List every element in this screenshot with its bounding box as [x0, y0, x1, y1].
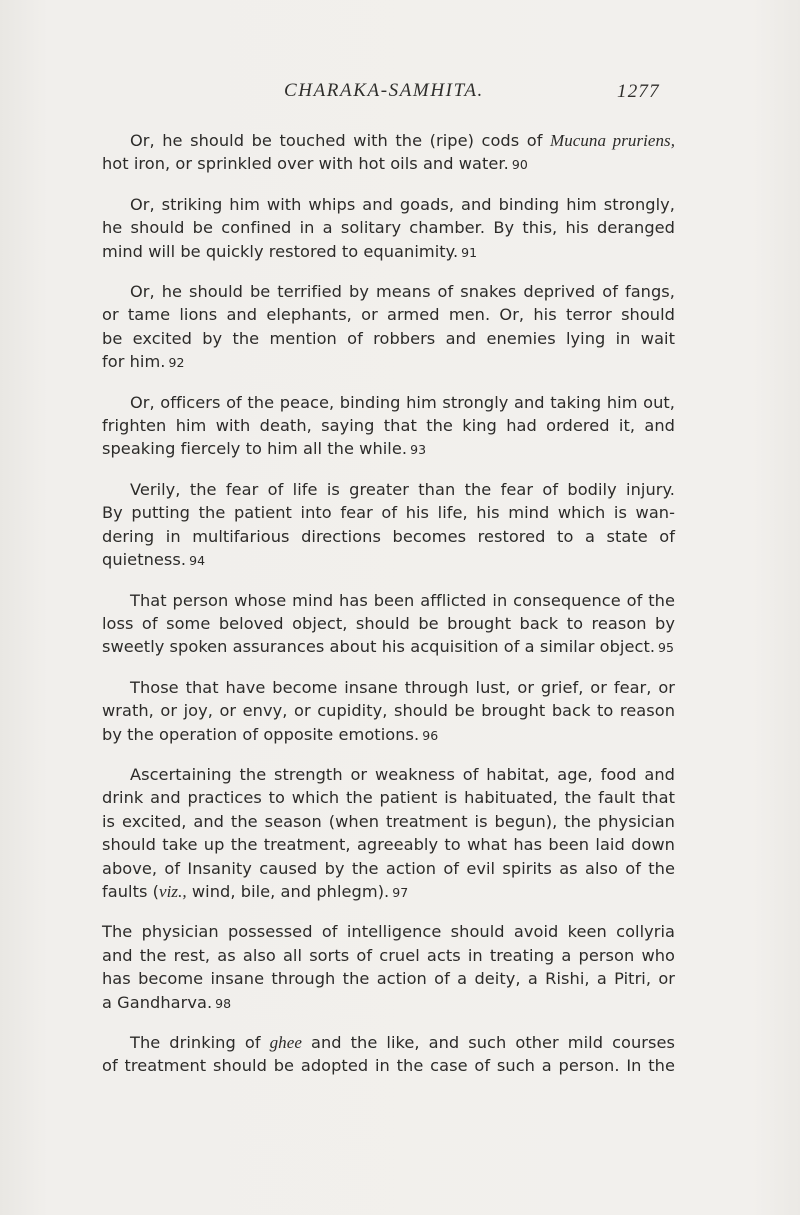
paragraph-90 — [102, 129, 675, 177]
text-line: The physician possessed of intelligence should avoid keen collyria — [102, 922, 675, 942]
text-line: Verily, the fear of life is greater than the fear of bodily injury. — [130, 479, 675, 499]
paragraph-93 — [102, 391, 675, 462]
verse-number: 94 — [189, 553, 206, 569]
text-line: sweetly spoken assurances about his acquisition of a similar object. 95 — [102, 637, 675, 657]
body-text — [102, 129, 675, 1078]
text-line: has become insane through the action of a deity, a Rishi, a Pitri, or — [102, 969, 675, 989]
paragraph-final — [102, 1031, 675, 1078]
text-line: Ascertaining the strength or weakness of habitat, age, food and — [130, 764, 675, 784]
text-line: a Gandharva. 98 — [102, 992, 232, 1012]
text-line: for him. 92 — [102, 352, 185, 372]
text-line: by the operation of opposite emotions. 96 — [102, 724, 439, 744]
italic-term: ghee — [269, 1033, 302, 1052]
paragraph-96 — [102, 676, 675, 747]
verse-number: 97 — [392, 884, 409, 900]
text-line: Or, he should be terrified by means of snakes deprived of fangs, — [130, 282, 675, 302]
text-line: The drinking of ghee and the like, and such other mild courses — [130, 1033, 675, 1052]
verse-number: 92 — [168, 355, 185, 371]
text-line: above, of Insanity caused by the action of evil spirits as also of the — [102, 858, 675, 878]
running-head — [0, 80, 800, 110]
text-line: Those that have become insane through lust, or grief, or fear, or — [130, 677, 675, 697]
paragraph-94 — [102, 478, 675, 573]
text-line: Or, he should be touched with the (ripe) cods of Mucuna pruriens, — [130, 131, 675, 150]
verse-number: 95 — [658, 640, 675, 656]
page-number: 1277 — [617, 81, 660, 102]
paragraph-91 — [102, 193, 675, 264]
text-line: wrath, or joy, or envy, or cupidity, should be brought back to reason — [102, 701, 675, 721]
text-line: or tame lions and elephants, or armed men. Or, his terror should — [102, 305, 675, 325]
text-line: dering in multifarious directions becomes restored to a state of — [102, 526, 675, 546]
text-line: Or, striking him with whips and goads, and binding him strongly, — [130, 194, 675, 214]
verse-number: 93 — [410, 442, 427, 458]
verse-number: 91 — [461, 244, 478, 260]
text-line: mind will be quickly restored to equanimity. 91 — [102, 241, 478, 261]
text-line: Or, officers of the peace, binding him strongly and taking him out, — [130, 392, 675, 412]
paragraph-98 — [102, 920, 675, 1015]
text-line: be excited by the mention of robbers and enemies lying in wait — [102, 328, 675, 348]
verse-number: 96 — [422, 727, 439, 743]
text-line: speaking fiercely to him all the while. 93 — [102, 439, 427, 459]
italic-term: viz., — [159, 881, 187, 901]
text-line: hot iron, or sprinkled over with hot oils and water. 90 — [102, 154, 528, 174]
text-line: loss of some beloved object, should be brought back to reason by — [102, 613, 675, 633]
paragraph-92 — [102, 280, 675, 375]
verse-number: 90 — [511, 157, 528, 173]
paragraph-95 — [102, 589, 675, 660]
italic-term: Mucuna pruriens, — [550, 131, 675, 150]
verse-number: 98 — [215, 995, 232, 1011]
text-line: he should be confined in a solitary chamber. By this, his deranged — [102, 218, 675, 238]
text-line: should take up the treatment, agreeably to what has been laid down — [102, 835, 675, 855]
text-line: is excited, and the season (when treatment is begun), the physician — [102, 811, 675, 831]
text-line: faults (viz., wind, bile, and phlegm). 97 — [102, 881, 409, 901]
running-title: CHARAKA-SAMHITA. — [284, 80, 484, 101]
paragraph-97 — [102, 763, 675, 904]
text-line: and the rest, as also all sorts of cruel acts in treating a person who — [102, 945, 675, 965]
text-line: That person whose mind has been afflicted in consequence of the — [130, 590, 675, 610]
text-line: of treatment should be adopted in the case of such a person. In the — [102, 1056, 675, 1076]
text-line: quietness. 94 — [102, 550, 206, 570]
text-line: drink and practices to which the patient is habituated, the fault that — [102, 788, 675, 808]
text-line: frighten him with death, saying that the king had ordered it, and — [102, 416, 675, 436]
text-line: By putting the patient into fear of his life, his mind which is wan- — [102, 503, 675, 523]
